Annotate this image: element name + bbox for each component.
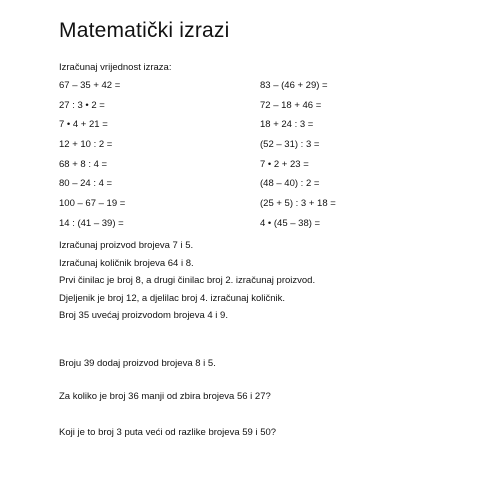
instruction-text: Izračunaj vrijednost izraza: xyxy=(59,62,172,73)
expressions-left-column xyxy=(59,76,249,234)
word-task-sum: Broju 39 dodaj proizvod brojeva 8 i 5. xyxy=(59,358,216,369)
expression-item: 7 • 2 + 23 = xyxy=(260,158,309,170)
word-task: Broj 35 uvećaj proizvodom brojeva 4 i 9. xyxy=(59,310,228,322)
word-task: Djeljenik je broj 12, a djelilac broj 4. izračunaj količnik. xyxy=(59,292,285,304)
expression-item: 67 – 35 + 42 = xyxy=(59,80,121,91)
word-task: Izračunaj količnik brojeva 64 i 8. xyxy=(59,257,194,269)
expression-item: 7 • 4 + 21 = xyxy=(59,119,108,131)
expression-item: (52 – 31) : 3 = xyxy=(260,139,320,151)
expression-item: 12 + 10 : 2 = xyxy=(59,139,113,151)
word-task-times: Koji je to broj 3 puta veći od razlike brojeva 59 i 50? xyxy=(59,427,277,438)
expression-item: 27 : 3 • 2 = xyxy=(59,99,105,111)
expression-item: 100 – 67 – 19 = xyxy=(59,198,126,210)
expression-item: (25 + 5) : 3 + 18 = xyxy=(260,198,336,210)
page-title: Matematički izrazi xyxy=(59,19,230,42)
expression-item: 72 – 18 + 46 = xyxy=(260,99,322,111)
expression-item: (48 – 40) : 2 = xyxy=(260,178,320,190)
expression-item: 68 + 8 : 4 = xyxy=(59,158,108,170)
word-task: Prvi činilac je broj 8, a drugi činilac broj 2. izračunaj proizvod. xyxy=(59,275,316,287)
expression-item: 14 : (41 – 39) = xyxy=(59,217,124,229)
word-task: Izračunaj proizvod brojeva 7 i 5. xyxy=(59,240,194,251)
expression-item: 18 + 24 : 3 = xyxy=(260,119,314,131)
word-task-difference: Za koliko je broj 36 manji od zbira brojeva 56 i 27? xyxy=(59,391,271,402)
expression-item: 4 • (45 – 38) = xyxy=(260,217,321,229)
expression-item: 80 – 24 : 4 = xyxy=(59,178,113,190)
word-tasks-list xyxy=(59,237,479,325)
expression-item: 83 – (46 + 29) = xyxy=(260,80,328,91)
expressions-right-column xyxy=(260,76,450,234)
